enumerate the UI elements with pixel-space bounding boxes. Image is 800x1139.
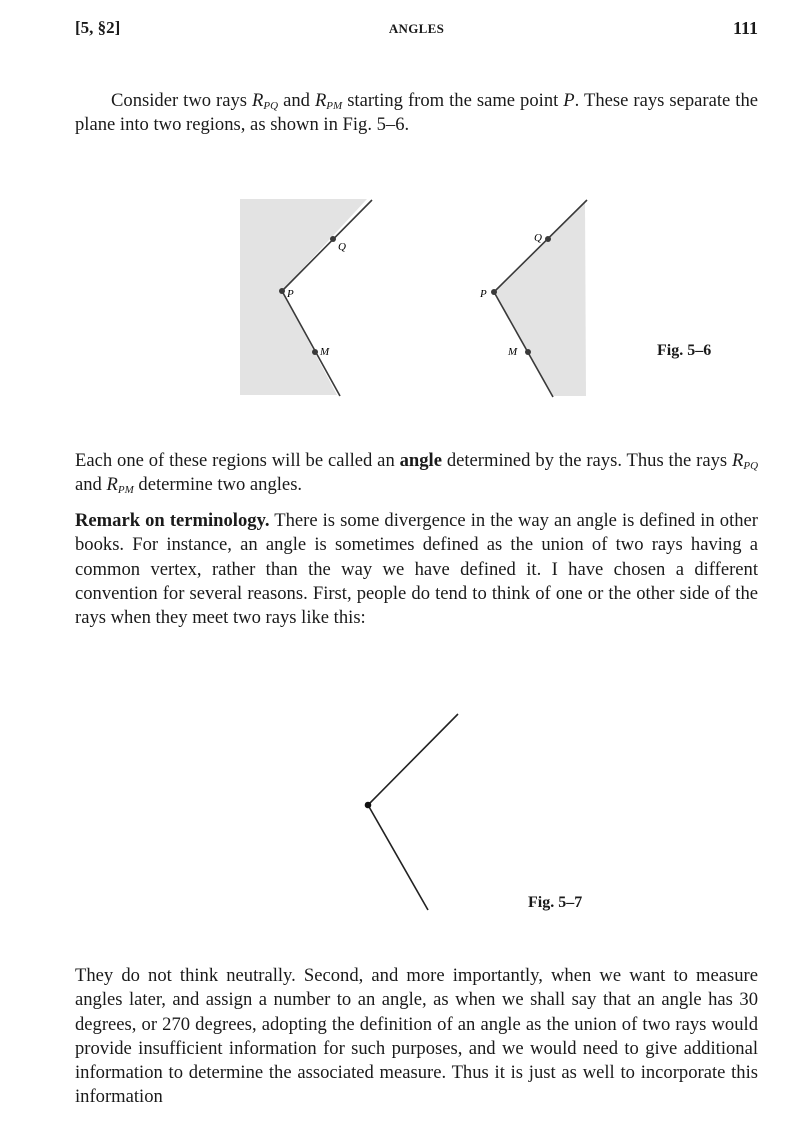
paragraph-remark	[75, 509, 758, 630]
page-number: 111	[732, 18, 758, 38]
paragraph-conclusion	[75, 964, 758, 1110]
running-title: ANGLES	[388, 21, 445, 36]
text: They do not think neutrally. Second, and more importantly, when we want to measure angles later, and assign a number to an angle, as when we shall say that an angle has 30 degrees, or 270 degrees, adopting the definition of an angle as the union of two rays would provide insufficient information for such purposes, and we would need to give additional information to determine the associated measure. Thus it is just as well to incorporate this information	[75, 965, 758, 1108]
point-m-dot	[312, 349, 318, 355]
ray-rpq: $R_{PQ}$	[252, 90, 279, 112]
figure-5-6-left-panel	[240, 199, 372, 396]
label-m: M	[508, 346, 518, 358]
label-p: P	[287, 288, 294, 300]
text: Consider two rays	[111, 90, 253, 111]
text: There is some divergence in the way an angle is defined in other books. For instance, an angle is sometimes defined as the union of two rays having a common vertex, rather than the way we have defined it. I have chosen a different convention for several reasons. First, people do tend to think of one or the other side of the rays when they meet two rays like this:	[75, 510, 758, 629]
section-reference: [5, §2]	[75, 18, 121, 37]
vertex-dot	[365, 802, 372, 809]
point-p-dot	[279, 288, 285, 294]
text: starting from the same point	[342, 90, 564, 111]
term-angle: angle	[399, 450, 442, 471]
text: Each one of these regions will be called an	[75, 450, 400, 471]
text: and	[75, 474, 107, 496]
shaded-region-outer	[240, 199, 367, 395]
figure-5-7	[0, 700, 800, 930]
figure-5-6-right-panel	[479, 200, 587, 397]
point-p: P	[563, 90, 575, 111]
point-m-dot	[525, 349, 531, 355]
figure-5-6-caption: Fig. 5–6	[657, 342, 712, 359]
text: and	[278, 90, 315, 111]
label-q: Q	[338, 241, 346, 253]
label-m: M	[320, 346, 330, 358]
ray-rpq: $R_{PQ}$	[731, 450, 759, 472]
figure-5-7-caption: Fig. 5–7	[528, 894, 583, 911]
paragraph-angle-definition	[75, 449, 758, 498]
text: . These rays separate the plane into two regions, as shown in Fig. 5–6.	[75, 90, 758, 136]
text: determine two angles.	[133, 474, 303, 496]
ray-rpm: $R_{PM}$	[314, 90, 343, 112]
ray-rpm: $R_{PM}$	[106, 474, 134, 497]
label-p: P	[480, 288, 487, 300]
text: determined by the rays. Thus the rays	[441, 450, 732, 471]
point-p-dot	[491, 289, 497, 295]
point-q-dot	[330, 236, 336, 242]
label-q: Q	[534, 232, 542, 244]
remark-heading: Remark on terminology.	[75, 510, 270, 531]
point-q-dot	[545, 236, 551, 242]
ray-upper	[368, 714, 458, 805]
ray-lower	[368, 805, 428, 910]
